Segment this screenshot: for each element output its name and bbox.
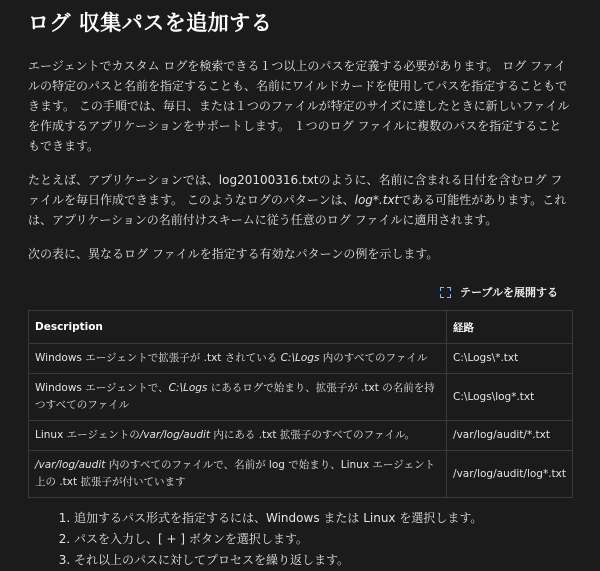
column-header-description: Description xyxy=(29,311,447,344)
expand-icon xyxy=(440,287,451,298)
patterns-table xyxy=(28,310,573,498)
description-cell: Windows エージェントで拡張子が .txt されている C:\Logs 内のすべてのファイル xyxy=(29,344,447,374)
list-item: 2. パスを入力し、[ + ] ボタンを選択します。 xyxy=(74,529,572,550)
path-cell: /var/log/audit/*.txt xyxy=(447,421,573,451)
path-cell: C:\Logs\*.txt xyxy=(447,344,573,374)
table-row xyxy=(29,421,573,451)
description-cell: Linux エージェントの/var/log/audit 内にある .txt 拡張子のすべてのファイル。 xyxy=(29,421,447,451)
example-text-1: たとえば、アプリケーションでは、log20100316.txtのように、名前に含まれる日付を含むログ ファイルを毎日作成できます。 このようなログのパターンは、 xyxy=(28,173,563,207)
intro-paragraph: エージェントでカスタム ログを検索できる１つ以上のパスを定義する必要があります。 ログ ファイルの特定のパスと名前を指定することも、名前にワイルドカードを使用してパスを指定することもできます。 この手順では、毎日、または１つのファイルが特定のサイズに達したときに新しいファイルを作成するアプリケーションをサポートします。 １つのログ ファイルに複数のパスを指定することもできます。 xyxy=(28,59,570,153)
description-cell: Windows エージェントで、C:\Logs にあるログで始まり、拡張子が .txt の名前を持つすべてのファイル xyxy=(29,374,447,421)
list-item: 3. それ以上のパスに対してプロセスを繰り返します。 xyxy=(74,550,572,571)
description-cell: /var/log/audit 内のすべてのファイルで、名前が log で始まり、Linux エージェント上の .txt 拡張子が付いています xyxy=(29,451,447,498)
example-paragraph xyxy=(28,170,572,230)
table-intro-paragraph: 次の表に、異なるログ ファイルを指定する有効なパターンの例を示します。 xyxy=(28,247,439,261)
example-text-2: である可能性があります。これは、アプリケーションの名前付けスキームに従う任意のログ ファイルに適用されます。 xyxy=(28,193,567,227)
table-row xyxy=(29,374,573,421)
column-header-path: 経路 xyxy=(447,311,573,344)
path-cell: C:\Logs\log*.txt xyxy=(447,374,573,421)
steps-list xyxy=(28,508,572,571)
pattern-example: log*.txt xyxy=(354,193,400,207)
table-header-row xyxy=(29,311,573,344)
expand-table-button[interactable] xyxy=(28,284,558,300)
page-title: ログ 収集パスを追加する xyxy=(28,11,273,35)
table-row xyxy=(29,451,573,498)
list-item: 1. 追加するパス形式を指定するには、Windows または Linux を選択します。 xyxy=(74,508,572,529)
path-cell: /var/log/audit/log*.txt xyxy=(447,451,573,498)
expand-table-label: テーブルを展開する xyxy=(459,286,558,299)
table-row xyxy=(29,344,573,374)
